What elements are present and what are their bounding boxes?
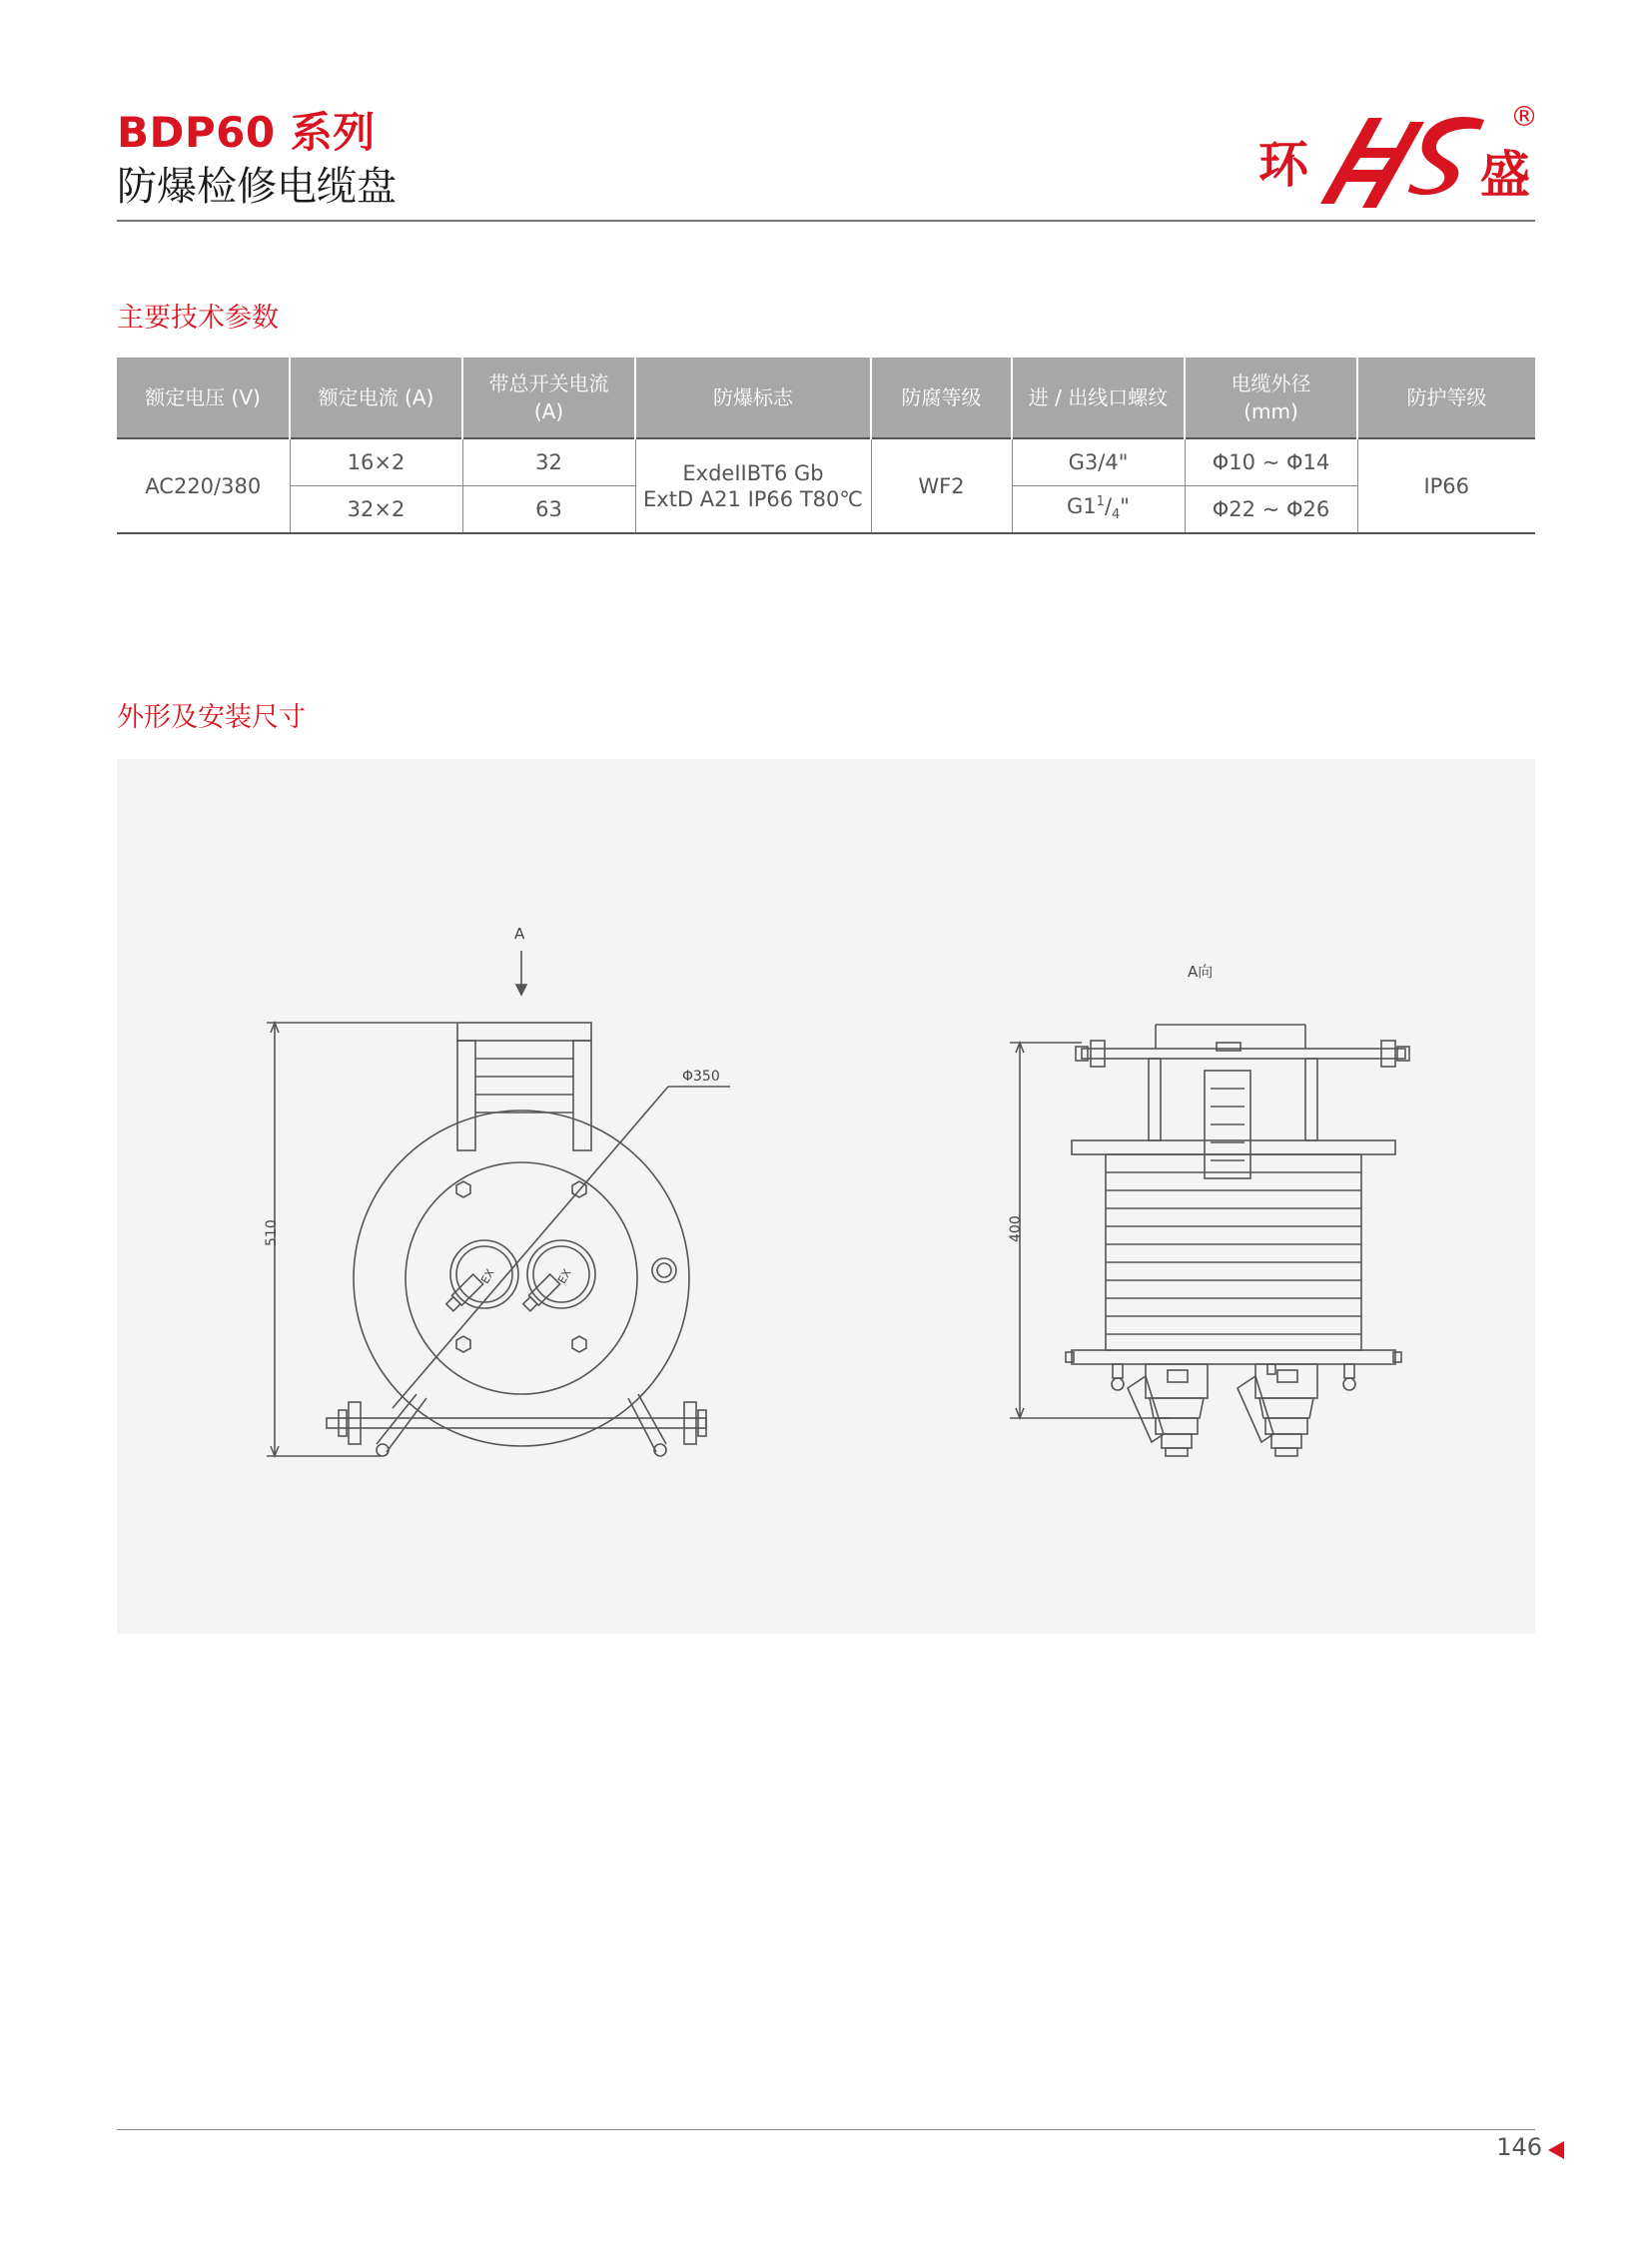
thread-fraction-numerator: 1 [1096,494,1105,510]
view-arrow-head [516,985,526,995]
cell-ex-mark-line2: ExtD A21 IP66 T80℃ [643,486,863,511]
cell-current: 16×2 [290,438,462,486]
cell-voltage: AC220/380 [117,438,290,533]
front-view-arrow-label: A [514,925,525,943]
drawing-panel [117,759,1535,1634]
cell-anticorrosion: WF2 [871,438,1012,533]
panel-bolts [456,1181,586,1352]
logo-left-char: 环 [1258,136,1308,194]
cell-current: 32×2 [290,486,462,534]
thread-fraction-denominator: 4 [1112,507,1121,523]
ex-label-right: EX [555,1266,574,1286]
cell-ex-mark [635,438,871,533]
front-view [264,925,730,1456]
spec-table [117,358,1535,534]
cell-cable-od: Φ10 ~ Φ14 [1185,438,1357,486]
cell-protection: IP66 [1357,438,1535,533]
socket-right [521,1240,595,1312]
thread-inch-mark: " [1120,494,1130,519]
ex-label-left: EX [478,1266,497,1286]
page-number: 146 [1496,2133,1542,2161]
thread-main: G1 [1067,494,1097,519]
side-height-label: 400 [1008,1215,1024,1242]
header-switch-current-line1: 带总开关电流 [488,372,609,395]
side-frame [1149,1059,1317,1178]
footer-divider [117,2129,1535,2130]
side-view-label: A向 [1188,963,1214,981]
logo-hs-mark [1320,117,1484,208]
cell-switch-current: 63 [462,486,635,534]
header-protection: 防护等级 [1357,358,1535,438]
handle-frame [457,1023,591,1150]
diameter-label: Φ350 [682,1069,720,1085]
drum-inner-panel [406,1162,637,1394]
header-cable-od-line1: 电缆外径 [1231,372,1311,395]
header-switch-current [462,358,635,438]
header-thread: 进 / 出线口螺纹 [1012,358,1185,438]
header-anticorrosion: 防腐等级 [871,358,1012,438]
cell-cable-od: Φ22 ~ Φ26 [1185,486,1357,534]
header-ex-mark: 防爆标志 [635,358,871,438]
socket-left [444,1240,518,1312]
side-bottom-plate [1072,1350,1395,1364]
header-divider [117,220,1535,222]
product-name: 防爆检修电缆盘 [117,164,397,210]
section-title-specs: 主要技术参数 [117,303,279,334]
header-rated-voltage: 额定电压 (V) [117,358,290,438]
header-cable-od [1185,358,1357,438]
series-title: BDP60 系列 [117,108,376,157]
header-cable-od-line2: (mm) [1243,399,1298,423]
side-socket-right [1238,1364,1317,1456]
cell-thread: G3/4" [1012,438,1185,486]
table-header-row [117,358,1535,438]
logo-right-char: 盛 [1480,146,1530,204]
cell-thread: $G1^1/_4$" [1012,486,1185,534]
cell-switch-current: 32 [462,438,635,486]
dimension-drawing [117,759,1535,1634]
section-title-dimensions: 外形及安装尺寸 [117,702,306,733]
table-row [117,438,1535,486]
brand-logo [1258,96,1538,214]
header-rated-current: 额定电流 (A) [290,358,462,438]
side-drum-body [1106,1154,1361,1350]
front-height-label: 510 [264,1219,280,1246]
lock-knob [652,1258,676,1282]
logo-registered-mark: ® [1510,100,1538,133]
side-view [1008,963,1409,1456]
cell-ex-mark-line1: ExdeIIBT6 Gb [682,460,824,485]
page-arrow-icon [1548,2141,1564,2159]
side-socket-left [1128,1364,1208,1456]
side-handle-bar [1076,1025,1409,1067]
header-switch-current-line2: (A) [533,399,564,423]
